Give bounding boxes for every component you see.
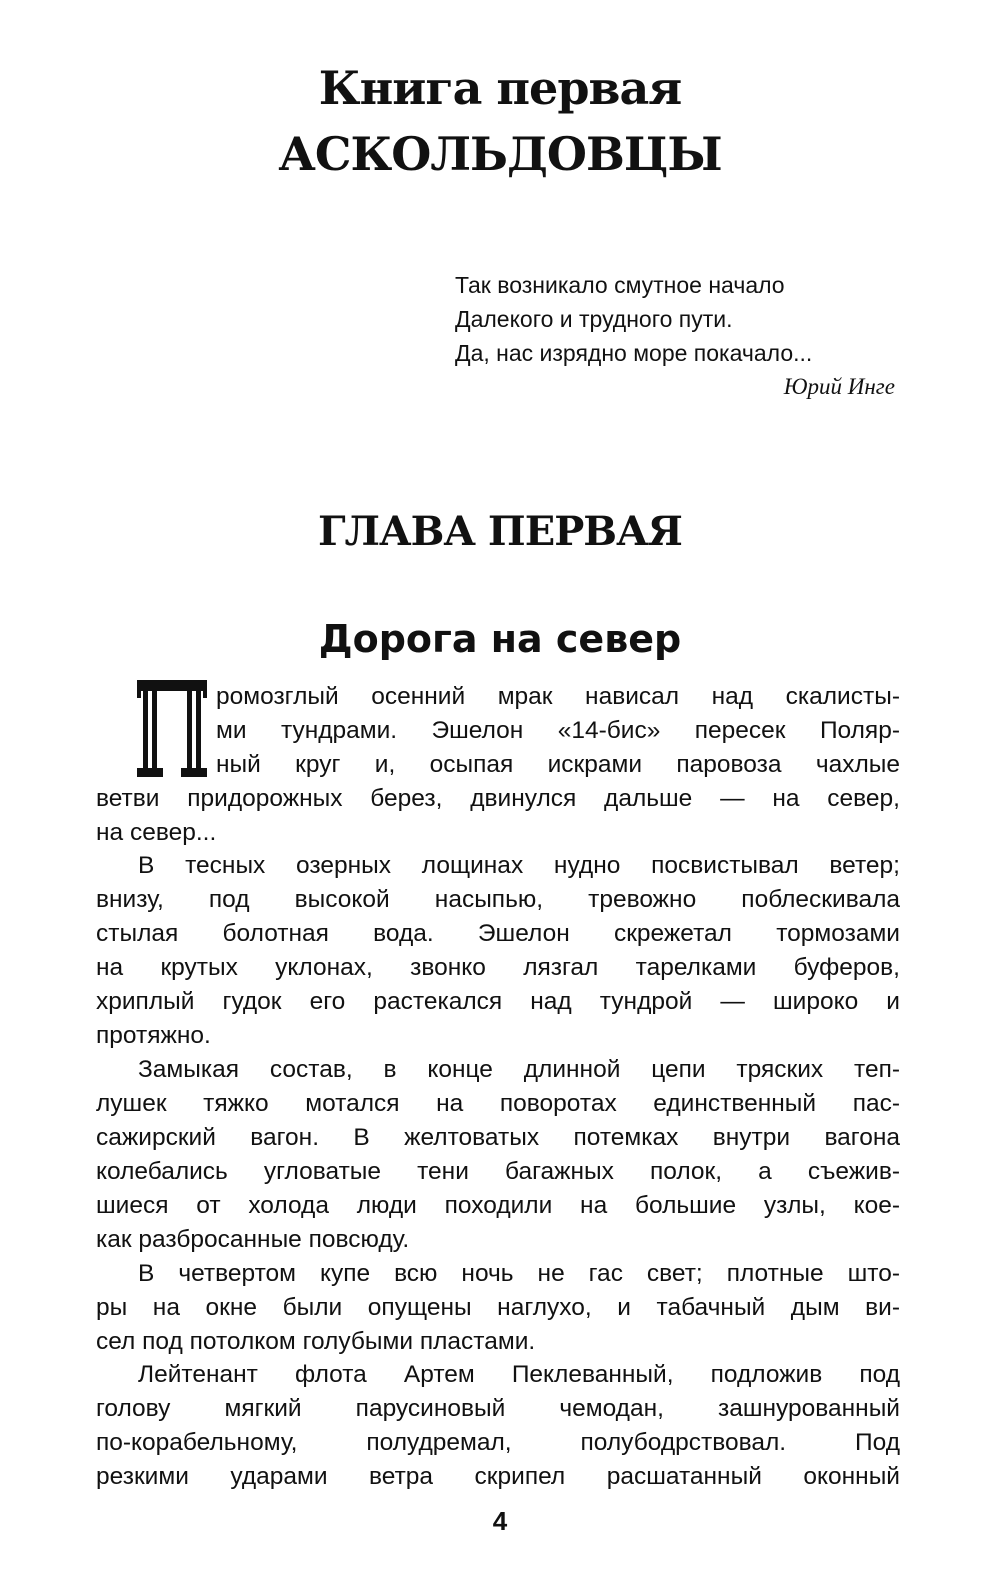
epigraph-line: Далекого и трудного пути. (455, 306, 733, 332)
paragraph-4 (96, 1257, 900, 1359)
text-line: Замыкая состав, в конце длинной цепи тряских теп- (138, 1056, 900, 1083)
text-line: ры на окне были опущены наглухо, и табачный дым ви- (96, 1294, 900, 1321)
text-line: голову мягкий парусиновый чемодан, зашнурованный (96, 1395, 900, 1422)
text-line: стылая болотная вода. Эшелон скрежетал тормозами (96, 920, 900, 947)
chapter-title: ГЛАВА ПЕРВАЯ (318, 508, 682, 555)
epigraph-line: Так возникало смутное начало (455, 272, 785, 298)
text-line: ветви придорожных берез, двинулся дальше — на север, (96, 785, 900, 812)
book-title (0, 55, 1000, 187)
text-line: резкими ударами ветра скрипел расшатанный оконный (96, 1463, 900, 1490)
book-title-line-1: Книга первая (318, 61, 682, 115)
chapter-subtitle: Дорога на север (318, 617, 682, 661)
book-title-line-2: АСКОЛЬДОВЦЫ (278, 127, 722, 181)
text-line: шиеся от холода люди походили на большие узлы, кое- (96, 1192, 900, 1219)
text-line: на север... (96, 819, 217, 846)
paragraph-5 (96, 1358, 900, 1494)
text-line: Лейтенант флота Артем Пеклеванный, подложив под (138, 1361, 900, 1388)
text-line: хриплый гудок его растекался над тундрой — широко и (96, 988, 900, 1015)
text-line: внизу, под высокой насыпью, тревожно поблескивала (96, 886, 900, 913)
paragraph-3 (96, 1053, 900, 1257)
text-line: протяжно. (96, 1022, 211, 1049)
paragraph-2 (96, 849, 900, 1053)
text-line: лушек тяжко мотался на поворотах единственный пас- (96, 1090, 900, 1117)
text-line: ный круг и, осыпая искрами паровоза чахлые (216, 751, 900, 778)
page-number: 4 (492, 1506, 508, 1536)
text-line: ромозглый осенний мрак нависал над скалисты- (216, 683, 900, 710)
paragraph-1 (96, 680, 900, 850)
text-line: как разбросанные повсюду. (96, 1226, 410, 1253)
epigraph (455, 268, 895, 404)
text-line: на крутых уклонах, звонко лязгал тарелками буферов, (96, 954, 900, 981)
text-line: по-корабельному, полудремал, полубодрствовал. Под (96, 1429, 900, 1456)
text-line: сажирский вагон. В желтоватых потемках внутри вагона (96, 1124, 900, 1151)
text-line: колебались угловатые тени багажных полок, а съежив- (96, 1158, 900, 1185)
text-line: ми тундрами. Эшелон «14-бис» пересек Поляр- (216, 717, 900, 744)
text-line: сел под потолком голубыми пластами. (96, 1328, 536, 1355)
text-line: В четвертом купе всю ночь не гас свет; плотные што- (138, 1260, 900, 1287)
epigraph-author: Юрий Инге (783, 374, 895, 399)
epigraph-line: Да, нас изрядно море покачало... (455, 340, 813, 366)
text-line: В тесных озерных лощинах нудно посвистывал ветер; (138, 852, 900, 879)
